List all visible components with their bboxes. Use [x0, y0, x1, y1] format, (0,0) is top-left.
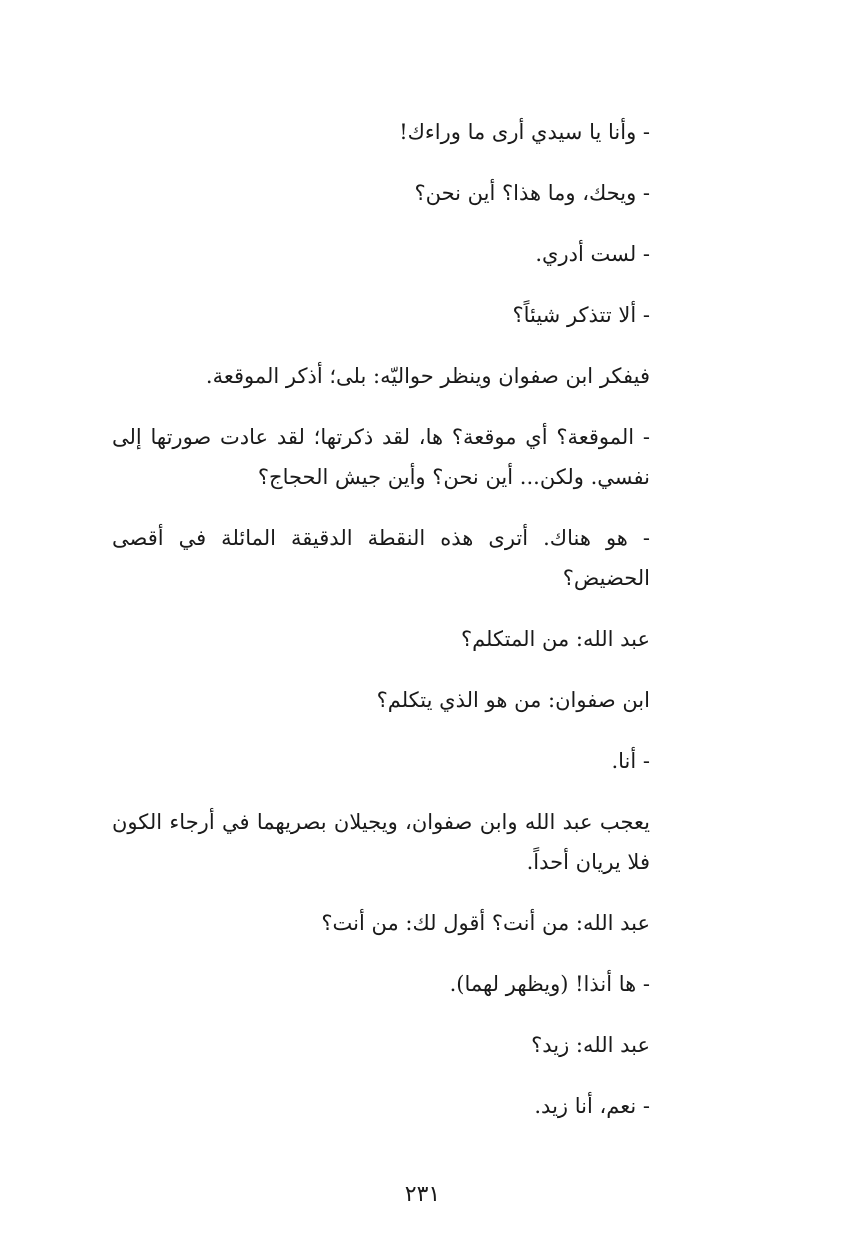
dialogue-line: عبد الله: من أنت؟ أقول لك: من أنت؟ [321, 911, 650, 935]
dialogue-line: - الموقعة؟ أي موقعة؟ ها، لقد ذكرتها؛ لقد عادت صورتها إلى نفسي. ولكن... أين نحن؟ وأين جيش الحجاج؟ [112, 425, 650, 489]
narration-paragraph: فيفكر ابن صفوان وينظر حواليّه: بلى؛ أذكر الموقعة. [205, 364, 650, 388]
narration-paragraph: يعجب عبد الله وابن صفوان، ويجيلان بصريهما في أرجاء الكون فلا يريان أحداً. [112, 810, 650, 874]
dialogue-line: ابن صفوان: من هو الذي يتكلم؟ [376, 688, 650, 712]
dialogue-line: - وأنا يا سيدي أرى ما وراءك! [399, 120, 650, 144]
page-body-text [112, 112, 704, 1147]
dialogue-line: - لست أدري. [535, 242, 650, 266]
dialogue-line: - أنا. [611, 749, 650, 773]
dialogue-line: عبد الله: من المتكلم؟ [460, 627, 650, 651]
dialogue-line: عبد الله: زيد؟ [531, 1033, 650, 1057]
dialogue-line: - هو هناك. أترى هذه النقطة الدقيقة المائلة في أقصى الحضيض؟ [112, 526, 650, 590]
page-number: ٢٣١ [404, 1182, 441, 1207]
dialogue-line: - ها أنذا! (ويظهر لهما). [449, 972, 650, 996]
dialogue-line: - ألا تتذكر شيئاً؟ [512, 303, 650, 327]
dialogue-line: - ويحك، وما هذا؟ أين نحن؟ [414, 181, 650, 205]
dialogue-line: - نعم، أنا زيد. [534, 1094, 650, 1118]
